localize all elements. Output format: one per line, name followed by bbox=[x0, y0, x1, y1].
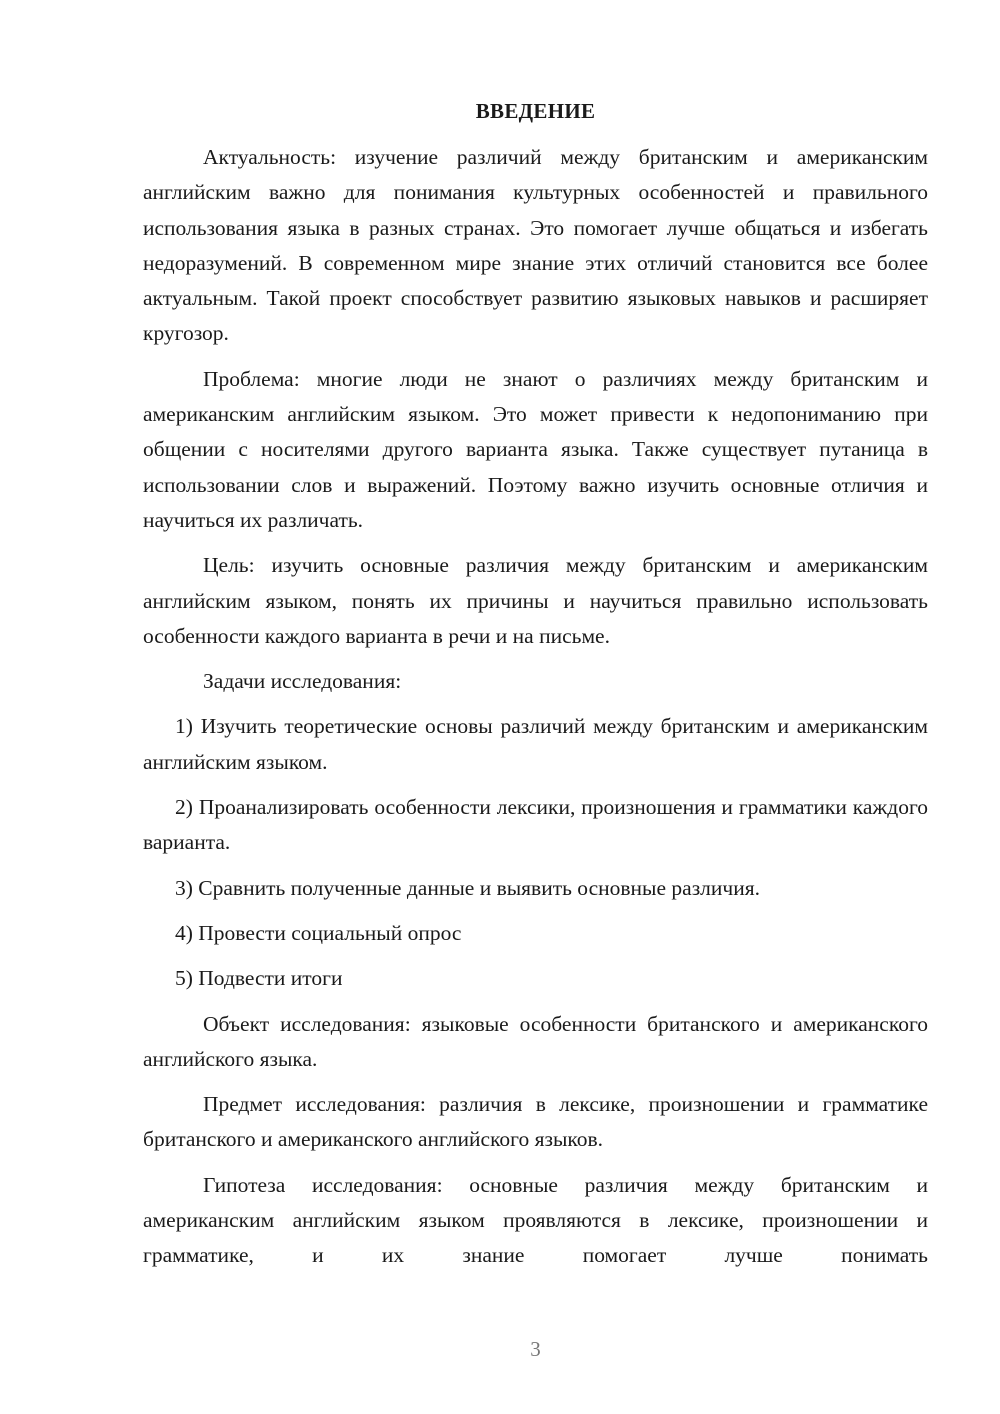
task-item-1: 1) Изучить теоретические основы различий между британским и американским английским языком. bbox=[143, 714, 928, 774]
task-item-3: 3) Сравнить полученные данные и выявить основные различия. bbox=[175, 875, 761, 900]
paragraph-goal: Цель: изучить основные различия между британским и американским английским языком, понять их причины и научиться правильно использовать особенности каждого варианта в речи и на письме. bbox=[143, 553, 928, 648]
paragraph-object: Объект исследования: языковые особенности британского и американского английского языка. bbox=[143, 1011, 928, 1071]
page-number: 3 bbox=[530, 1337, 541, 1361]
document-page bbox=[143, 0, 928, 1414]
task-item-5: 5) Подвести итоги bbox=[175, 966, 343, 991]
paragraph-hypothesis: Гипотеза исследования: основные различия между британским и американским английским языком проявляются в лексике, произношении и грамматике, и их знание помогает лучше понимать bbox=[143, 1172, 928, 1268]
paragraph-problem: Проблема: многие люди не знают о различиях между британским и американским английским языком. Это может привести к недопониманию при общении с носителями другого варианта языка. Также существует путаница в использовании слов и выражений. Поэтому важно изучить основные отличия и научиться их различать. bbox=[143, 366, 928, 532]
paragraph-tasks-heading: Задачи исследования: bbox=[203, 669, 402, 694]
paragraph-subject: Предмет исследования: различия в лексике, произношении и грамматике британского и американского английского языков. bbox=[143, 1092, 928, 1152]
task-item-2: 2) Проанализировать особенности лексики, произношения и грамматики каждого варианта. bbox=[143, 795, 928, 855]
task-item-4: 4) Провести социальный опрос bbox=[175, 920, 462, 945]
document-body bbox=[143, 140, 928, 1284]
paragraph-relevance: Актуальность: изучение различий между британским и американским английским важно для понимания культурных особенностей и правильного использования языка в разных странах. Это помогает лучше общаться и избегать недоразумений. В современном мире знание этих отличий становится все более актуальным. Такой проект способствует развитию языковых навыков и расширяет кругозор. bbox=[143, 145, 928, 346]
page-title: ВВЕДЕНИЕ bbox=[475, 99, 596, 123]
